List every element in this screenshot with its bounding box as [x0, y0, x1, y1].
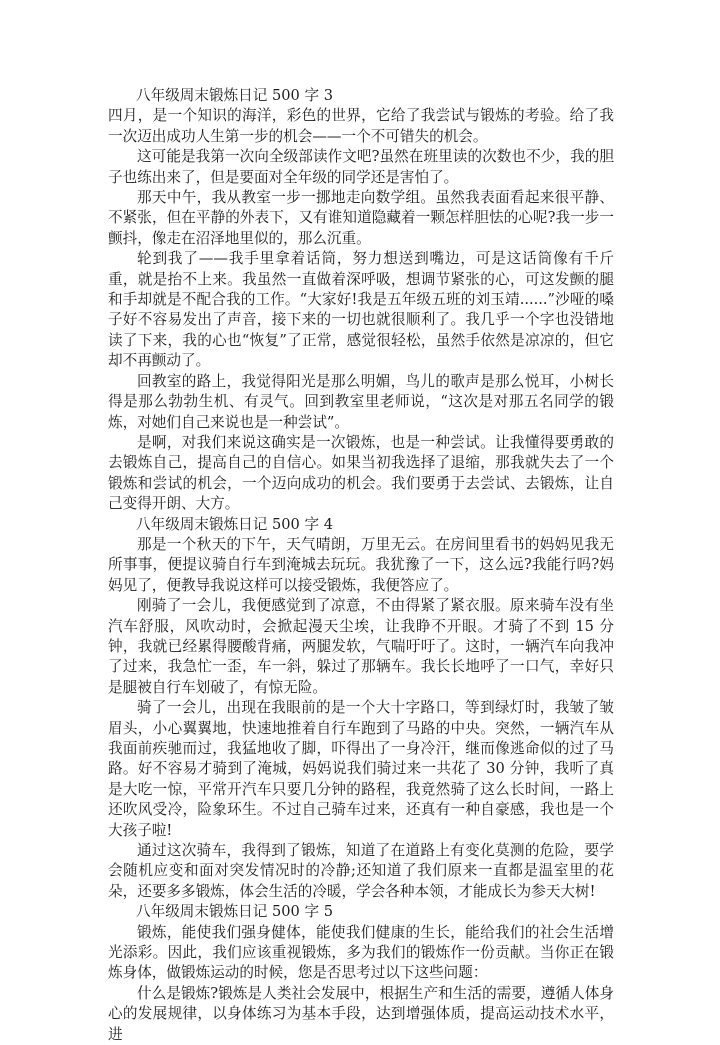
paragraph: 那天中午，我从教室一步一挪地走向数学组。虽然我表面看起来很平静、不紧张，但在平静的外表下，又有谁知道隐藏着一颗怎样胆怯的心呢?我一步一颤抖，像走在沼泽地里似的，那么沉重。: [108, 189, 614, 247]
paragraph: 四月，是一个知识的海洋，彩色的世界，它给了我尝试与锻炼的考验。给了我一次迈出成功人生第一步的机会——一个不可错失的机会。: [108, 107, 614, 145]
paragraph: 骑了一会儿，出现在我眼前的是一个大十字路口，等到绿灯时，我皱了皱眉头，小心翼翼地，快速地推着自行车跑到了马路的中央。突然，一辆汽车从我面前疾驰而过，我猛地收了脚，吓得出了一身冷汗，继而像逃命似的过了马路。好不容易才骑到了淹城，妈妈说我们骑过来一共花了 30 分钟，我听了真是大吃一惊，平常开汽车只要几分钟的路程，我竟然骑了这么长时间，一路上还吹风受冷，险象环生。不过自己骑车过来，还真有一种自豪感，我也是一个大孩子啦!: [108, 699, 614, 839]
document-page: [108, 86, 614, 1045]
section-title: 八年级周末锻炼日记 500 字 3: [136, 87, 333, 104]
paragraph: 是啊，对我们来说这确实是一次锻炼，也是一种尝试。让我懂得要勇敢的去锻炼自己，提高自己的自信心。如果当初我选择了退缩，那我就失去了一个锻炼和尝试的机会，一个迈向成功的机会。我们要勇于去尝试、去锻炼，让自己变得开朗、大方。: [108, 433, 614, 513]
paragraph: 锻炼，能使我们强身健体，能使我们健康的生长，能给我们的社会生活增光添彩。因此，我们应该重视锻炼，多为我们的锻炼作一份贡献。当你正在锻炼身体，做锻炼运动的时候，您是否思考过以下这些问题：: [108, 923, 614, 982]
paragraph: 轮到我了——我手里拿着话筒，努力想送到嘴边，可是这话筒像有千斤重，就是抬不上来。我虽然一直做着深呼吸，想调节紧张的心，可这发颤的腿和手却就是不配合我的工作。“大家好!我是五年级五班的刘玉靖......”沙哑的嗓子好不容易发出了声音，接下来的一切也就很顺利了。我几乎一个字也没错地读了下来，我的心也“恢复”了正常，感觉很轻松，虽然手依然是凉凉的，但它却不再颤动了。: [108, 250, 614, 370]
section-title: 八年级周末锻炼日记 500 字 4: [136, 515, 333, 533]
paragraph: 刚骑了一会儿，我便感觉到了凉意，不由得紧了紧衣服。原来骑车没有坐汽车舒服，风吹动时，会掀起漫天尘埃，让我睁不开眼。才骑了不到 15 分钟，我就已经累得腰酸背痛，两腿发软，气喘吁吁了。这时，一辆汽车向我冲了过来，我急忙一歪，车一斜，躲过了那辆车。我长长地呼了一口气，幸好只是腿被自行车划破了，有惊无险。: [108, 597, 614, 696]
paragraph: 什么是锻炼?锻炼是人类社会发展中，根据生产和生活的需要，遵循人体身心的发展规律，以身体练习为基本手段，达到增强体质，提高运动技术水平，进: [108, 984, 614, 1043]
paragraph: 回教室的路上，我觉得阳光是那么明媚，鸟儿的歌声是那么悦耳，小树长得是那么勃勃生机、有灵气。回到教室里老师说，“这次是对那五名同学的锻炼，对她们自己来说也是一种尝试”。: [108, 372, 614, 431]
paragraph: 那是一个秋天的下午，天气晴朗，万里无云。在房间里看书的妈妈见我无所事事，便提议骑自行车到淹城去玩玩。我犹豫了一下，这么远?我能行吗?妈妈见了，便教导我说这样可以接受锻炼，我便答应了。: [108, 535, 614, 594]
section-title: 八年级周末锻炼日记 500 字 5: [136, 903, 333, 921]
paragraph: 通过这次骑车，我得到了锻炼，知道了在道路上有变化莫测的危险，要学会随机应变和面对突发情况时的冷静;还知道了我们原来一直都是温室里的花朵，还要多多锻炼，体会生活的冷暖，学会各种本领，才能成长为参天大树!: [108, 842, 614, 900]
paragraph: 这可能是我第一次向全级部读作文吧?虽然在班里读的次数也不少，我的胆子也练出来了，但是要面对全年级的同学还是害怕了。: [108, 148, 614, 186]
